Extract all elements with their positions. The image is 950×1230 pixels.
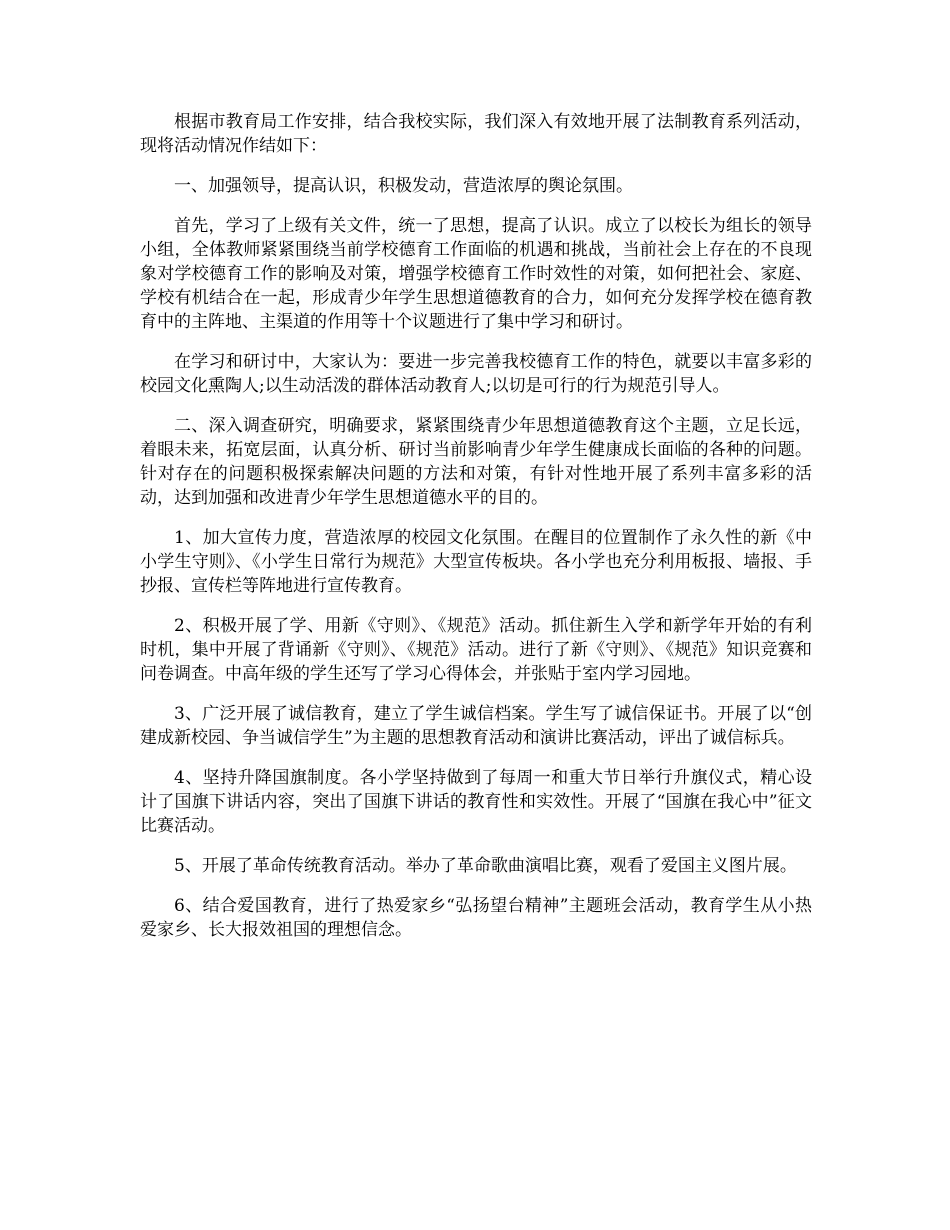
section-one-heading: 一、加强领导，提高认识，积极发动，营造浓厚的舆论氛围。 — [174, 176, 633, 196]
list-item-3: 3、广泛开展了诚信教育，建立了学生诚信档案。学生写了诚信保证书。开展了以“创建成新校园、争当诚信学生”为主题的思想教育活动和演讲比赛活动，评出了诚信标兵。 — [140, 704, 812, 748]
list-item-6: 6、结合爱国教育，进行了热爱家乡“弘扬望台精神”主题班会活动，教育学生从小热爱家乡、长大报效祖国的理想信念。 — [140, 896, 812, 940]
section-two-paragraph: 二、深入调查研究，明确要求，紧紧围绕青少年思想道德教育这个主题，立足长远，着眼未来，拓宽层面，认真分析、研讨当前影响青少年学生健康成长面临的各种的问题。针对存在的问题积极探索解决问题的方法和对策，有针对性地开展了系列丰富多彩的活动，达到加强和改进青少年学生思想道德水平的目的。 — [140, 416, 812, 508]
body-paragraph: 首先，学习了上级有关文件，统一了思想，提高了认识。成立了以校长为组长的领导小组，全体教师紧紧围绕当前学校德育工作面临的机遇和挑战，当前社会上存在的不良现象对学校德育工作的影响及对策，增强学校德育工作时效性的对策，如何把社会、家庭、学校有机结合在一起，形成青少年学生思想道德教育的合力，如何充分发挥学校在德育教育中的主阵地、主渠道的作用等十个议题进行了集中学习和研讨。 — [140, 216, 812, 332]
list-item-4: 4、坚持升降国旗制度。各小学坚持做到了每周一和重大节日举行升旗仪式，精心设计了国旗下讲话内容，突出了国旗下讲话的教育性和实效性。开展了“国旗在我心中”征文比赛活动。 — [140, 768, 812, 836]
body-paragraph: 在学习和研讨中，大家认为：要进一步完善我校德育工作的特色，就要以丰富多彩的校园文化熏陶人;以生动活泼的群体活动教育人;以切是可行的行为规范引导人。 — [140, 352, 812, 396]
list-item-1: 1、加大宣传力度，营造浓厚的校园文化氛围。在醒目的位置制作了永久性的新《中小学生守则》、《小学生日常行为规范》大型宣传板块。各小学也充分利用板报、墙报、手抄报、宣传栏等阵地进行宣传教育。 — [140, 528, 812, 596]
intro-paragraph: 根据市教育局工作安排，结合我校实际，我们深入有效地开展了法制教育系列活动，现将活动情况作结如下： — [140, 112, 812, 156]
list-item-5: 5、开展了革命传统教育活动。举办了革命歌曲演唱比赛，观看了爱国主义图片展。 — [174, 856, 797, 876]
list-item-2: 2、积极开展了学、用新《守则》、《规范》活动。抓住新生入学和新学年开始的有利时机，集中开展了背诵新《守则》、《规范》活动。进行了新《守则》、《规范》知识竞赛和问卷调查。中高年级的学生还写了学习心得体会，并张贴于室内学习园地。 — [140, 616, 812, 684]
document-body — [140, 110, 812, 958]
